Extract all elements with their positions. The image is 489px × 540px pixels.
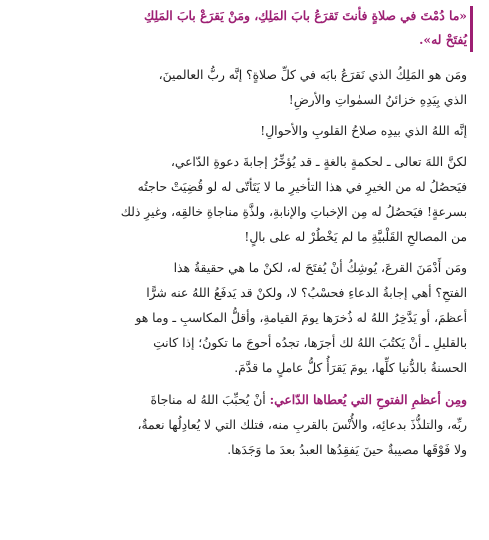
text-line: فيَحصُلُ له من الخيرِ في هذا التأخيرِ ما لا يَتَأتّى له لو قُضِيَتْ حاجتُه — [137, 180, 467, 194]
text-line: لكنَّ اللهَ تعالى ـ لحكمةٍ بالغةٍ ـ قد يُؤخِّرُ إجابةَ دعوةِ الدّاعي، — [170, 155, 467, 169]
text-line: الذي بِيَدِهِ خزائنُ السمٰواتِ والأرضِ! — [288, 93, 467, 107]
paragraph — [14, 387, 473, 463]
quote-line: يُفتَحْ له». — [419, 32, 467, 47]
text-line: بسرعةٍ! فيَحصُلُ له مِن الإخباتِ والإنابةِ، ولذَّةِ مناجاةِ خالقِه، وغيرِ ذلك — [120, 205, 467, 219]
article-page — [14, 4, 473, 469]
text-line: من المصالحِ القَلْبيَّةِ ما لم يَخْطُرْ له على بالٍ! — [244, 230, 467, 244]
paragraph — [14, 150, 473, 250]
hadith-quote — [14, 4, 473, 52]
text-line: ربِّه، والتلذُّذَ بدعائِه، والأُنْسَ بالقربِ منه، فتلك التي لا يُعادِلُها نعمةٌ، — [137, 418, 467, 432]
text-line: إنَّه اللهُ الذي بيدِه صلاحُ القلوبِ والأحوالِ! — [260, 124, 467, 138]
paragraph — [14, 256, 473, 381]
text-run: أنْ يُحبِّبَ اللهُ له مناجاةَ — [150, 393, 270, 407]
text-line: ومَن أَدْمَنَ القرعَ، يُوشِكُ أنْ يُفتَحَ له، لكنْ ما هي حقيقةُ هذا — [173, 261, 467, 275]
text-line: ومَن هو المَلِكُ الذي نَقرَعُ بابَه في كلِّ صلاةٍ؟ إنَّه ربُّ العالمينَ، — [158, 68, 467, 82]
text-line: أعظمَ، أو يَدَّخِرُ اللهُ له ذُخرَها يومَ القيامةِ، وأقلُّ المكاسبِ ـ وما هو — [135, 311, 467, 325]
text-line: الفتحِ؟ أهي إجابةُ الدعاءِ فحسْبُ؟ لا، ولكنْ قد يَدفَعُ اللهُ عنه شرًّا — [146, 286, 467, 300]
section-heading: ومِن أعظمِ الفتوحِ التي يُعطاها الدّاعي: — [269, 392, 467, 407]
paragraph — [14, 63, 473, 113]
text-line — [14, 387, 467, 413]
text-line: بالقليلِ ـ أنْ يَكتُبَ اللهُ لك أجرَها، تجدُه أحوجَ ما تكونُ؛ إذا كانتِ — [153, 336, 467, 350]
text-line: ولا فَوْقَها مصيبةٌ حينَ يَفقِدُها العبدُ بعدَ ما وَجَدَها. — [227, 443, 467, 457]
quote-line: «ما دُمْتَ في صلاةٍ فأنتَ تَقرَعُ بابَ المَلِكِ، ومَنْ يَقرَعْ بابَ المَلِكِ — [143, 8, 467, 23]
text-line: الحسنةُ بالدُّنيا كلِّها، يومَ يَقرَأُ كلُّ عاملٍ ما قدَّمَ. — [234, 361, 467, 375]
quote-accent-bar — [470, 6, 473, 52]
paragraph — [14, 119, 473, 144]
